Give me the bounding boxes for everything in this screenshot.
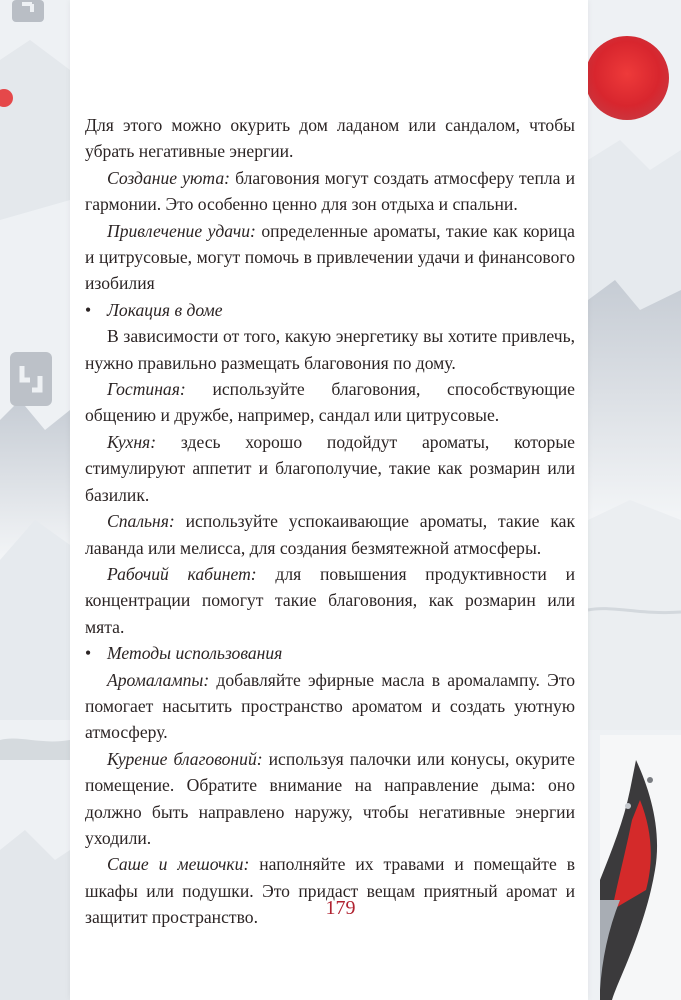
method-term: Аромалампы:: [107, 669, 210, 690]
location-term: Гостиная:: [107, 379, 186, 400]
method-text: используя палочки или конусы, окурите помещение. Обратите внимание на направление дыма: оно должно быть направлено наружу, чтобы негативные энергии уходили.: [85, 748, 575, 848]
location-item: [85, 376, 575, 429]
bullet-dot: •: [85, 643, 92, 664]
method-term: Саше и мешочки:: [107, 854, 250, 875]
location-term: Спальня:: [107, 511, 175, 532]
intro-paragraph: Для этого можно окурить дом ладаном или сандалом, чтобы убрать негативные энергии.: [85, 115, 575, 162]
location-item: [85, 508, 575, 561]
benefit-text: благовония могут создать атмосферу тепла и гармонии. Это особенно ценно для зон отдыха и спальни.: [85, 167, 575, 215]
location-intro: В зависимости от того, какую энергетику вы хотите привлечь, нужно правильно размещать благовония по дому.: [85, 326, 575, 373]
location-heading-text: Локация в доме: [107, 299, 223, 320]
page-text: [85, 112, 575, 931]
method-text: добавляйте эфирные масла в аромалампу. Это помогает насытить пространство ароматом и создать уютную атмосферу.: [85, 669, 575, 743]
method-term: Курение благовоний:: [107, 748, 263, 769]
benefit-text: определенные ароматы, такие как корица и цитрусовые, могут помочь в привлечении удачи и финансового изобилия: [85, 220, 575, 294]
location-term: Рабочий кабинет:: [107, 563, 257, 584]
location-text: здесь хорошо подойдут ароматы, которые стимулируют аппетит и благополучие, такие как розмарин или базилик.: [85, 431, 575, 505]
location-item: [85, 429, 575, 508]
bullet-dot: •: [85, 299, 92, 320]
location-item: [85, 561, 575, 640]
benefit-term: Привлечение удачи:: [107, 220, 256, 241]
methods-heading-text: Методы использования: [107, 643, 283, 664]
benefit-item: [85, 218, 575, 297]
benefit-item: [85, 165, 575, 218]
methods-heading: [85, 640, 575, 666]
method-item: [85, 746, 575, 852]
location-term: Кухня:: [107, 431, 157, 452]
method-item: [85, 667, 575, 746]
location-heading: [85, 297, 575, 323]
location-text: используйте успокаивающие ароматы, такие как лаванда или мелисса, для создания безмятежной атмосферы.: [85, 511, 575, 558]
method-text: наполняйте их травами и помещайте в шкафы или подушки. Это придаст вещам приятный аромат и защитит пространство.: [85, 854, 575, 928]
location-text: для повышения продуктивности и концентрации помогут такие благовония, как розмарин или мята.: [85, 563, 575, 637]
page-number: 179: [325, 897, 356, 919]
corner-glyph-mid-left: [10, 352, 52, 406]
location-text: используйте благовония, способствующие общению и дружбе, например, сандал или цитрусовые.: [85, 379, 575, 426]
benefit-term: Создание уюта:: [107, 167, 230, 188]
red-sun: [585, 36, 669, 120]
